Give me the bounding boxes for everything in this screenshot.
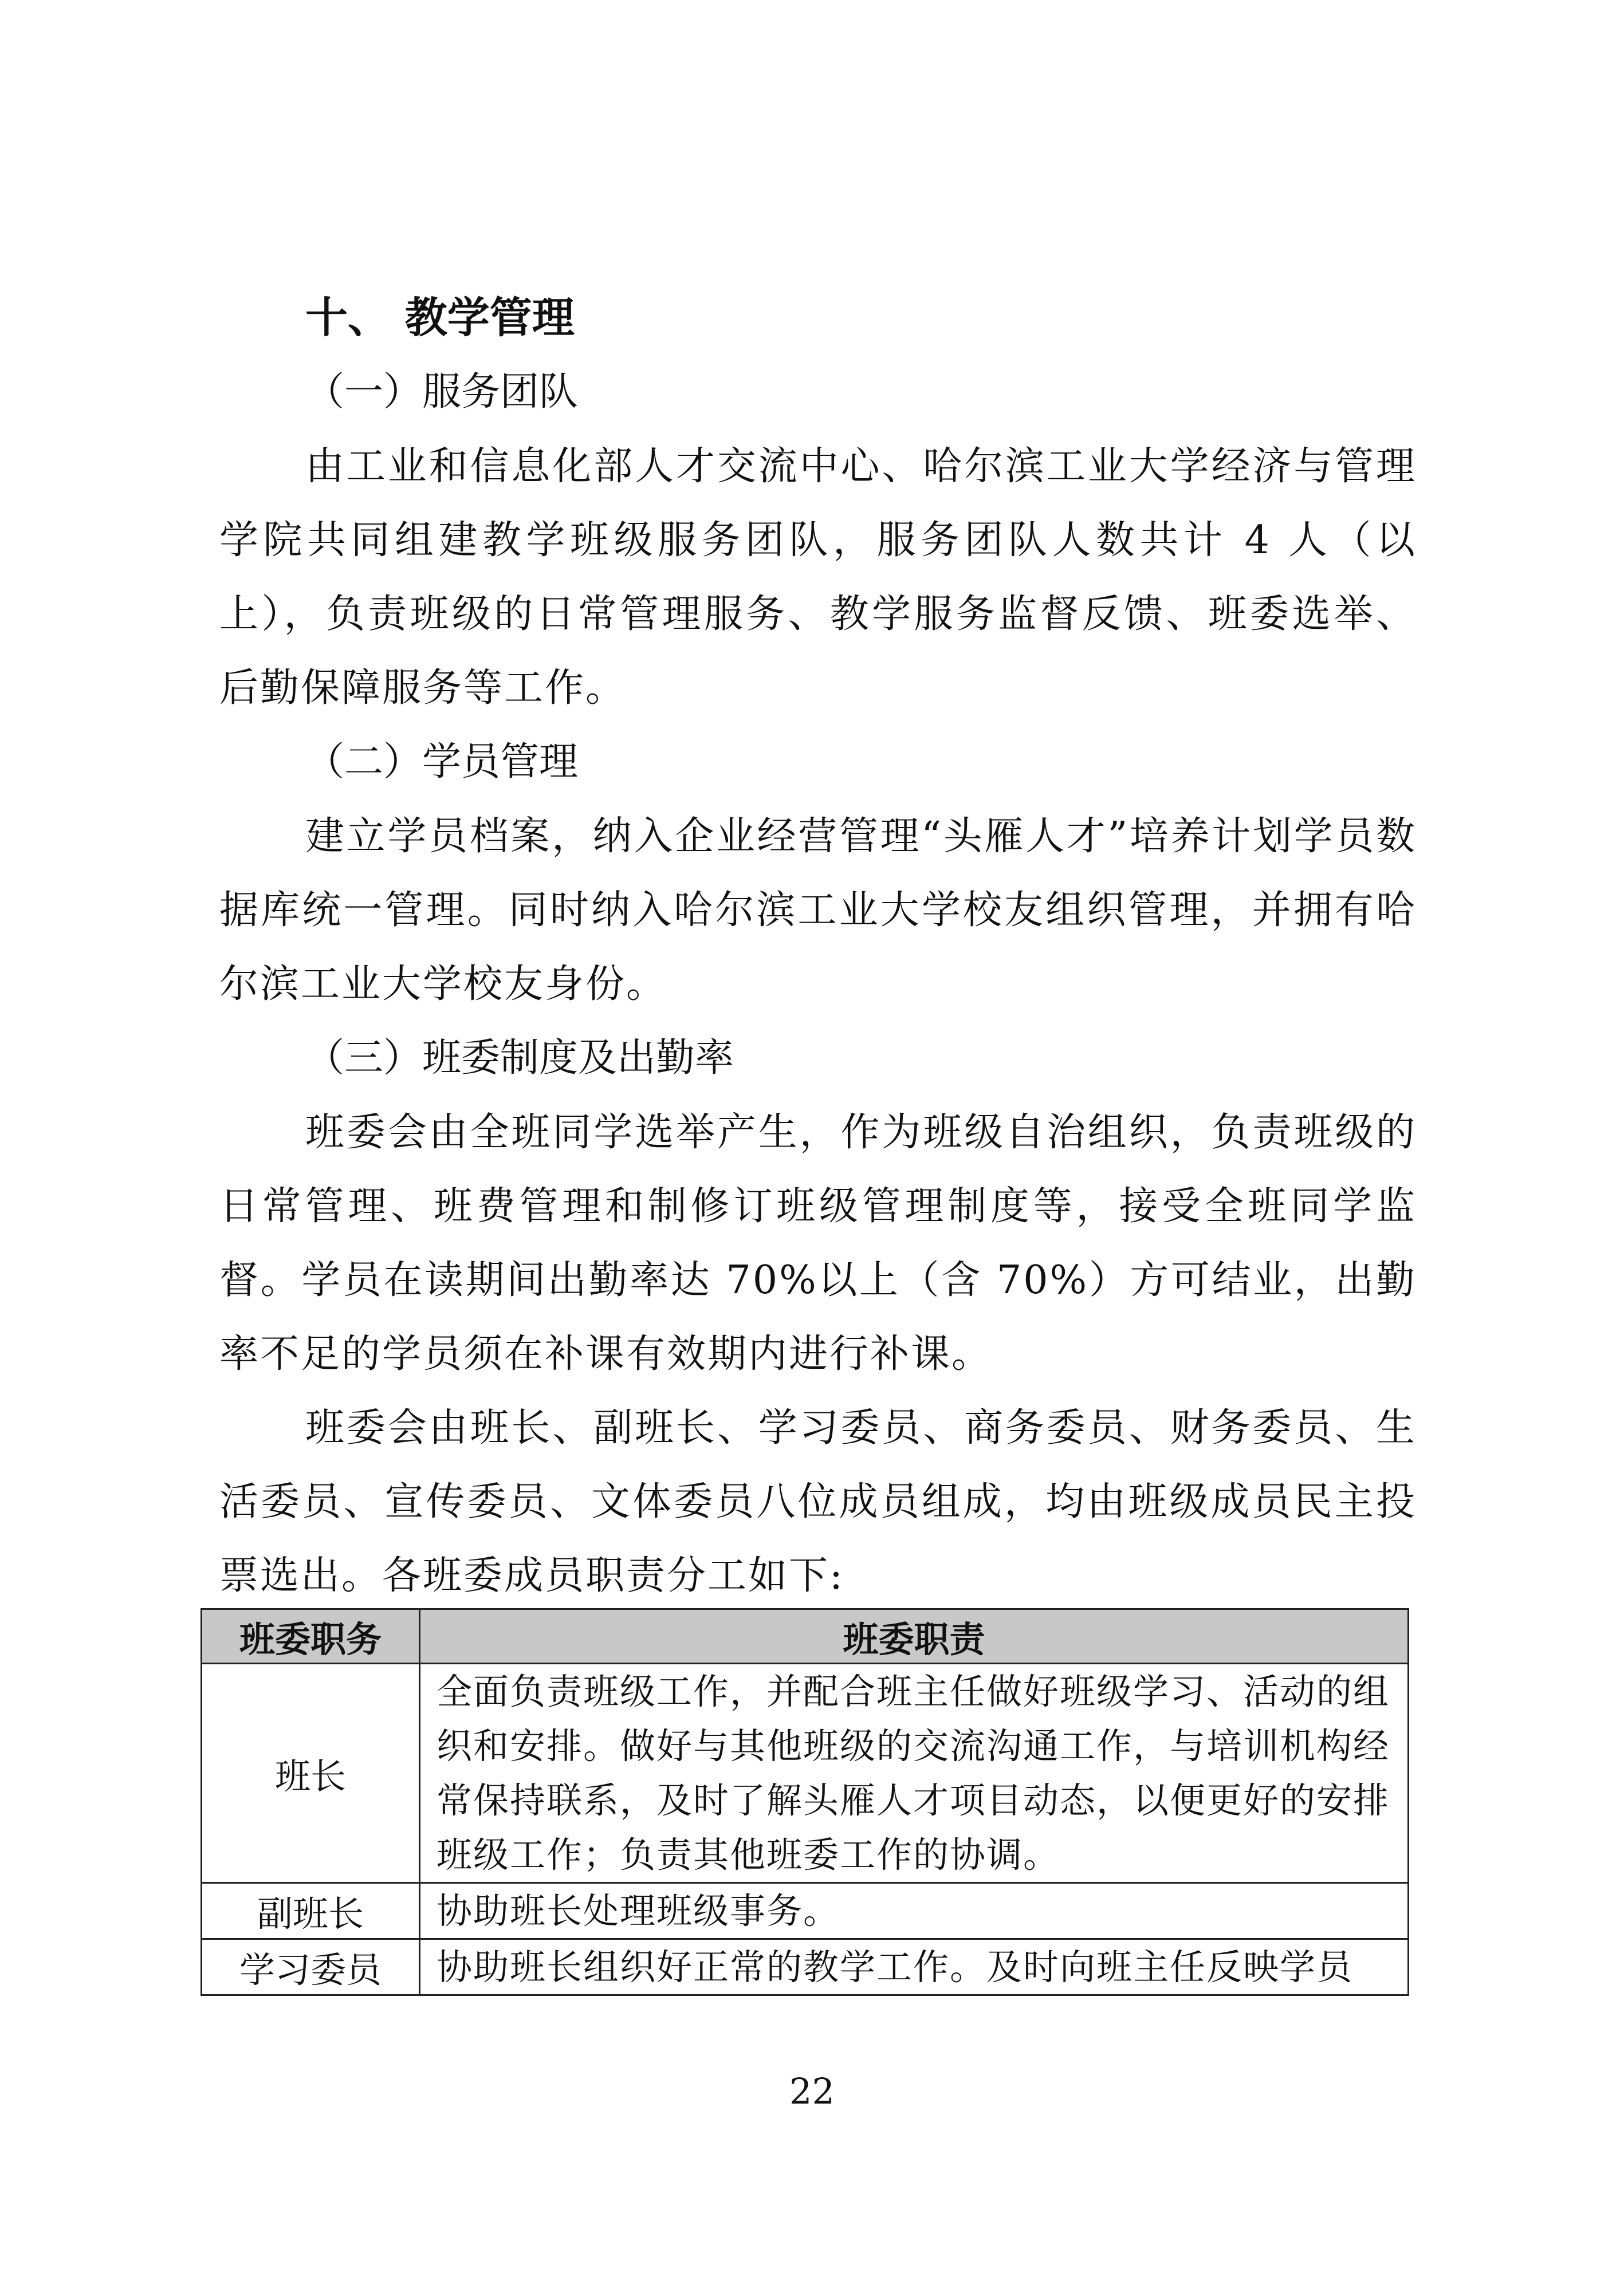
- paragraph-student-management: 建立学员档案，纳入企业经营管理“头雁人才”培养计划学员数据库统一管理。同时纳入哈尔滨工业大学校友组织管理，并拥有哈尔滨工业大学校友身份。: [219, 814, 1417, 1007]
- subsection-heading-service-team: （一）服务团队: [305, 369, 579, 415]
- column-header-role: 班委职务: [202, 1609, 420, 1664]
- page-number: 22: [789, 2070, 835, 2112]
- duty-cell: 协助班长处理班级事务。: [420, 1883, 1409, 1939]
- role-cell: 学习委员: [202, 1939, 420, 1995]
- role-cell: 副班长: [202, 1883, 420, 1939]
- role-cell: 班长: [202, 1664, 420, 1883]
- paragraph-class-committee-attendance: 班委会由全班同学选举产生，作为班级自治组织，负责班级的日常管理、班费管理和制修订班级管理制度等，接受全班同学监督。学员在读期间出勤率达 70%以上（含 70%）方可结业，出勤率不足的学员须在补课有效期内进行补课。: [219, 1110, 1417, 1377]
- table-header-row: [202, 1609, 1409, 1664]
- section-title: 十、 教学管理: [305, 293, 575, 342]
- document-body: [219, 281, 1417, 1613]
- subsection-heading-student-management: （二）学员管理: [305, 739, 579, 785]
- duty-cell: 全面负责班级工作，并配合班主任做好班级学习、活动的组织和安排。做好与其他班级的交流沟通工作，与培训机构经常保持联系，及时了解头雁人才项目动态，以便更好的安排班级工作；负责其他班委工作的协调。: [420, 1664, 1409, 1883]
- paragraph-class-committee-members: 班委会由班长、副班长、学习委员、商务委员、财务委员、生活委员、宣传委员、文体委员八位成员组成，均由班级成员民主投票选出。各班委成员职责分工如下:: [219, 1405, 1417, 1598]
- table-row: [202, 1883, 1409, 1939]
- table-row: [202, 1939, 1409, 1995]
- duty-cell: 协助班长组织好正常的教学工作。及时向班主任反映学员: [420, 1939, 1409, 1995]
- subsection-heading-class-committee: （三）班委制度及出勤率: [305, 1035, 734, 1081]
- committee-duties-table: [200, 1608, 1409, 1996]
- column-header-duty: 班委职责: [420, 1609, 1409, 1664]
- paragraph-service-team: 由工业和信息化部人才交流中心、哈尔滨工业大学经济与管理学院共同组建教学班级服务团队，服务团队人数共计 4 人（以上），负责班级的日常管理服务、教学服务监督反馈、班委选举、后勤保障服务等工作。: [219, 444, 1417, 711]
- table-row: [202, 1664, 1409, 1883]
